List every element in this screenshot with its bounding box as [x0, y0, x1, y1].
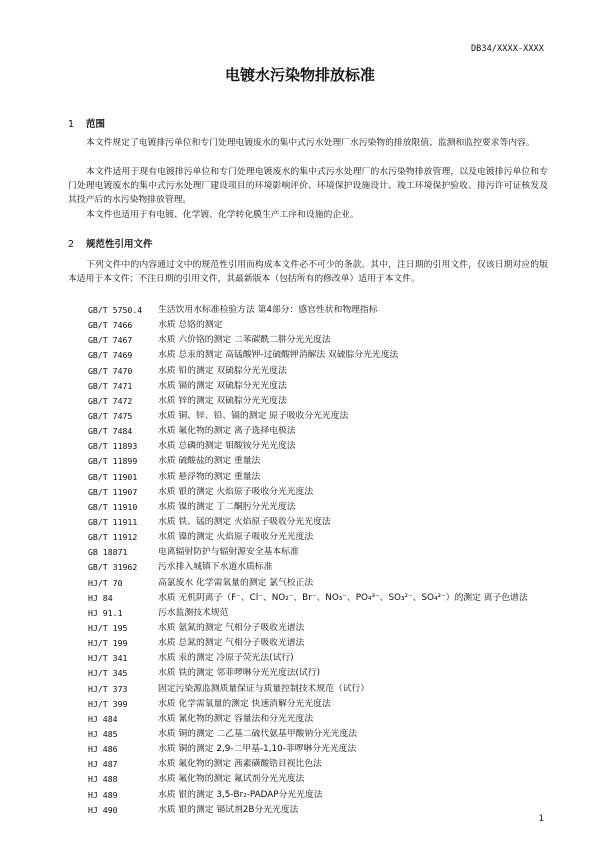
reference-code: GB/T 7471 [88, 380, 133, 391]
reference-item [88, 409, 558, 424]
reference-title: 水质 铜、锌、铅、镉的测定 原子吸收分光光度法 [158, 410, 349, 421]
reference-code: HJ/T 199 [88, 638, 128, 649]
reference-title: 固定污染源监测质量保证与质量控制技术规范（试行） [158, 683, 370, 694]
reference-title: 水质 银的测定 3,5-Br₂-PADAP分光光度法 [158, 789, 323, 800]
reference-item [88, 333, 558, 348]
reference-title: 水质 银的测定 镉试剂2B分光光度法 [158, 804, 299, 815]
reference-title: 水质 镍的测定 丁二酮肟分光光度法 [158, 501, 296, 512]
reference-title: 水质 无机阴离子（F⁻、Cl⁻、NO₂⁻、Br⁻、NO₃⁻、PO₄³⁻、SO₃²⁻、SO₄²⁻）的测定 离子色谱法 [158, 592, 528, 603]
reference-item [88, 379, 558, 394]
reference-item [88, 576, 558, 591]
reference-title: 水质 镉的测定 双硫腙分光光度法 [158, 380, 287, 391]
reference-code: HJ 488 [88, 774, 118, 785]
reference-code: HJ/T 399 [88, 698, 128, 709]
reference-item [88, 666, 558, 681]
reference-code: HJ 487 [88, 759, 118, 770]
reference-code: GB/T 11899 [88, 456, 138, 467]
reference-title: 水质 铅的测定 双硫腙分光光度法 [158, 365, 287, 376]
reference-code: HJ/T 373 [88, 683, 128, 694]
reference-title: 水质 铁的测定 邻菲啰啉分光光度法(试行) [158, 668, 321, 679]
reference-item [88, 772, 558, 787]
reference-item [88, 621, 558, 636]
reference-code: HJ/T 195 [88, 622, 128, 633]
reference-title: 水质 氨氮的测定 气相分子吸收光谱法 [158, 622, 305, 633]
reference-title: 水质 化学需氧量的测定 快速消解分光光度法 [158, 698, 331, 709]
reference-item [88, 803, 558, 818]
reference-item [88, 424, 558, 439]
reference-item [88, 439, 558, 454]
section-1-heading [68, 116, 105, 130]
reference-code: GB/T 7484 [88, 426, 133, 437]
reference-code: GB 18871 [88, 547, 128, 558]
reference-code: GB/T 7469 [88, 350, 133, 361]
reference-item [88, 742, 558, 757]
reference-item [88, 348, 558, 363]
reference-code: HJ/T 341 [88, 653, 128, 664]
reference-title: 电离辐射防护与辐射源安全基本标准 [158, 547, 299, 558]
reference-title: 水质 氰化物的测定 容量法和分光光度法 [158, 713, 314, 724]
reference-item [88, 545, 558, 560]
reference-code: GB/T 5750.4 [88, 305, 143, 315]
reference-code: HJ 484 [88, 713, 118, 724]
reference-code: HJ/T 70 [88, 577, 123, 588]
reference-title: 水质 氟化物的测定 茜素磺酸锆目视比色法 [158, 759, 322, 770]
reference-title: 水质 锌的测定 双硫腙分光光度法 [158, 395, 287, 406]
reference-item [88, 757, 558, 772]
reference-title: 污水监测技术规范 [158, 607, 229, 618]
reference-item [88, 727, 558, 742]
document-id: DB34/XXXX-XXXX [470, 44, 544, 54]
reference-code: HJ 489 [88, 789, 118, 800]
section-1-paragraph-2: 本文件适用于现有电镀排污单位和专门处理电镀废水的集中式污水处理厂的水污染物排放管理，以及电镀排污单位和专门处理电镀废水的集中式污水处理厂建设项目的环境影响评价、环境保护设施设计、竣工环境保护验收、排污许可证核发及其投产后的水污染物排放管理。 [68, 167, 548, 206]
reference-item [88, 364, 558, 379]
reference-item [88, 530, 558, 545]
section-1-paragraph-3: 本文件也适用于有电镀、化学镀、化学转化膜生产工序和设施的企业。 [86, 210, 359, 220]
reference-item [88, 636, 558, 651]
reference-title: 水质 银的测定 火焰原子吸收分光光度法 [158, 486, 314, 497]
reference-code: HJ 486 [88, 744, 118, 755]
reference-code: GB/T 31962 [88, 562, 138, 573]
reference-item [88, 712, 558, 727]
reference-code: HJ 490 [88, 804, 118, 815]
section-2-intro: 下列文件中的内容通过文中的规范性引用而构成本文件必不可少的条款。其中，注日期的引用文件，仅该日期对应的版本适用于本文件；不注日期的引用文件，其最新版本（包括所有的修改单）适用于本文件。 [68, 260, 548, 285]
reference-item [88, 560, 558, 575]
reference-title: 生活饮用水标准检验方法 第4部分：感官性状和物理指标 [158, 305, 378, 315]
reference-title: 水质 镍的测定 火焰原子吸收分光光度法 [158, 532, 314, 543]
section-1-paragraph-1: 本文件规定了电镀排污单位和专门处理电镀废水的集中式污水处理厂水污染物的排放限值、监测和监控要求等内容。 [86, 138, 535, 148]
reference-item [88, 454, 558, 469]
reference-code: HJ 91.1 [88, 607, 123, 618]
reference-title: 水质 氟化物的测定 氟试剂分光光度法 [158, 774, 305, 785]
reference-item [88, 697, 558, 712]
reference-title: 水质 铜的测定 二乙基二硫代氨基甲酸钠分光光度法 [158, 728, 358, 739]
reference-title: 水质 汞的测定 冷原子荧光法(试行) [158, 653, 294, 664]
reference-code: GB/T 7475 [88, 410, 133, 421]
section-2-heading [68, 236, 153, 250]
page-number: 1 [538, 814, 544, 824]
reference-code: GB/T 7470 [88, 365, 133, 376]
reference-item [88, 470, 558, 485]
reference-code: HJ/T 345 [88, 668, 128, 679]
reference-item [88, 606, 558, 621]
reference-title: 水质 总铬的测定 [158, 320, 223, 331]
reference-item [88, 318, 558, 333]
reference-title: 水质 总汞的测定 高锰酸钾-过硫酸钾消解法 双硫腙分光光度法 [158, 350, 399, 361]
reference-code: HJ 485 [88, 728, 118, 739]
reference-item [88, 394, 558, 409]
reference-code: HJ 84 [88, 592, 113, 603]
reference-item [88, 651, 558, 666]
reference-item [88, 515, 558, 530]
reference-item [88, 500, 558, 515]
reference-item [88, 303, 558, 318]
reference-title: 高氯废水 化学需氧量的测定 氯气校正法 [158, 577, 314, 588]
reference-title: 水质 总磷的测定 钼酸铵分光光度法 [158, 441, 296, 452]
section-2-number: 2 [68, 239, 75, 250]
section-1-number: 1 [68, 119, 75, 130]
reference-code: GB/T 7466 [88, 320, 133, 331]
reference-title: 水质 铁、锰的测定 火焰原子吸收分光光度法 [158, 516, 331, 527]
reference-item [88, 788, 558, 803]
section-1-title: 范围 [86, 119, 106, 130]
reference-title: 污水排入城镇下水道水质标准 [158, 562, 273, 573]
reference-code: GB/T 11912 [88, 532, 138, 543]
reference-title: 水质 氟化物的测定 离子选择电极法 [158, 426, 296, 437]
normative-references-list [88, 303, 558, 818]
reference-title: 水质 硫酸盐的测定 重量法 [158, 456, 261, 467]
reference-title: 水质 铜的测定 2,9-二甲基-1,10-菲啰啉分光光度法 [158, 744, 357, 755]
reference-title: 水质 总氮的测定 气相分子吸收光谱法 [158, 638, 305, 649]
reference-title: 水质 悬浮物的测定 重量法 [158, 471, 261, 482]
reference-item [88, 485, 558, 500]
reference-item [88, 591, 558, 606]
reference-code: GB/T 11893 [88, 441, 138, 452]
page-title: 电镀水污染物排放标准 [224, 66, 375, 84]
reference-code: GB/T 7467 [88, 335, 133, 346]
reference-code: GB/T 11910 [88, 501, 138, 512]
reference-item [88, 682, 558, 697]
reference-code: GB/T 11911 [88, 516, 138, 527]
reference-code: GB/T 11907 [88, 486, 138, 497]
reference-code: GB/T 7472 [88, 395, 133, 406]
reference-title: 水质 六价铬的测定 二苯碳酰二肼分光光度法 [158, 335, 331, 346]
section-2-title: 规范性引用文件 [86, 239, 153, 250]
reference-code: GB/T 11901 [88, 471, 138, 482]
